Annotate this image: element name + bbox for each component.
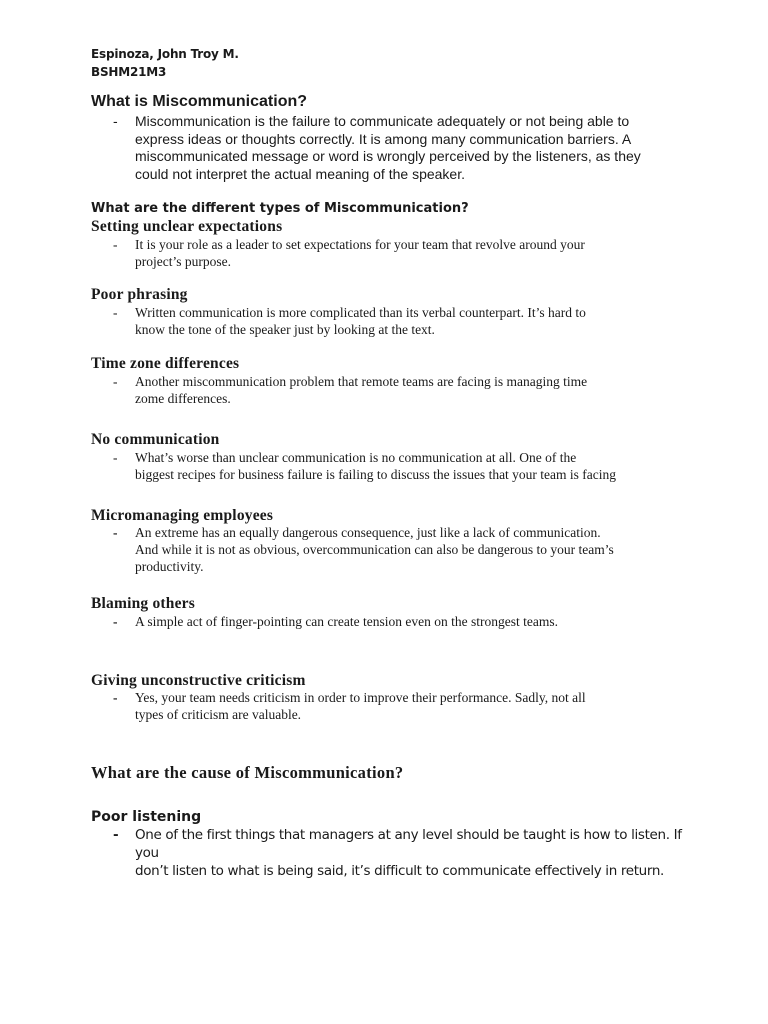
class-section: BSHM21M3 [91, 65, 167, 79]
bullet-line: don’t listen to what is being said, it’s difficult to communicate effectively in return. [135, 862, 664, 879]
type-heading-micromanaging: Micromanaging employees [91, 507, 274, 524]
bullet-line: Written communication is more complicated than its verbal counterpart. It’s hard to [135, 305, 586, 320]
type-bullet-micromanaging [113, 525, 673, 575]
page-title: What is Miscommunication? [91, 93, 308, 110]
bullet-dash: - [113, 113, 118, 129]
type-heading-poor-phrasing: Poor phrasing [91, 286, 188, 303]
type-bullet-no-communication [113, 450, 673, 484]
bullet-line: It is your role as a leader to set expectations for your team that revolve around your [135, 237, 585, 252]
bullet-dash: - [113, 237, 118, 252]
type-heading-blaming-others: Blaming others [91, 595, 195, 612]
bullet-line: zome differences. [135, 390, 231, 406]
definition-line: could not interpret the actual meaning of the speaker. [135, 165, 465, 182]
definition-line: miscommunicated message or word is wrongly perceived by the listeners, as they [135, 148, 641, 165]
bullet-line: An extreme has an equally dangerous consequence, just like a lack of communication. [135, 525, 601, 540]
definition-bullet [113, 113, 673, 183]
type-heading-unclear-expectations: Setting unclear expectations [91, 218, 283, 235]
type-bullet-blaming-others [113, 614, 673, 631]
bullet-line: What’s worse than unclear communication is no communication at all. One of the [135, 450, 577, 465]
bullet-dash: - [113, 827, 119, 843]
cause-heading-poor-listening: Poor listening [91, 809, 202, 825]
definition-line: express ideas or thoughts correctly. It is among many communication barriers. A [135, 130, 632, 147]
bullet-dash: - [113, 525, 118, 540]
bullet-line: types of criticism are valuable. [135, 706, 302, 722]
bullet-line: project’s purpose. [135, 253, 231, 269]
bullet-line: And while it is not as obvious, overcommunication can also be dangerous to your team’s [135, 541, 614, 557]
bullet-dash: - [113, 450, 118, 465]
bullet-dash: - [113, 374, 118, 389]
bullet-dash: - [113, 690, 118, 705]
bullet-line: A simple act of finger-pointing can create tension even on the strongest teams. [135, 614, 558, 629]
type-bullet-time-zone [113, 374, 673, 408]
bullet-line: productivity. [135, 558, 204, 574]
bullet-line: know the tone of the speaker just by looking at the text. [135, 321, 435, 337]
cause-bullet-poor-listening [113, 827, 693, 880]
bullet-dash: - [113, 614, 118, 629]
bullet-line: One of the first things that managers at any level should be taught is how to listen. If you [135, 827, 682, 861]
type-bullet-unconstructive-criticism [113, 690, 673, 724]
type-bullet-unclear-expectations [113, 237, 673, 271]
type-heading-unconstructive-criticism: Giving unconstructive criticism [91, 672, 306, 689]
causes-heading: What are the cause of Miscommunication? [91, 763, 404, 782]
type-heading-no-communication: No communication [91, 431, 220, 448]
bullet-line: Yes, your team needs criticism in order to improve their performance. Sadly, not all [135, 690, 586, 705]
bullet-dash: - [113, 305, 118, 320]
bullet-line: biggest recipes for business failure is failing to discuss the issues that your team is facing [135, 466, 617, 482]
definition-text [135, 113, 673, 183]
bullet-line: Another miscommunication problem that remote teams are facing is managing time [135, 374, 588, 389]
types-heading: What are the different types of Miscommunication? [91, 201, 469, 216]
definition-line: Miscommunication is the failure to communicate adequately or not being able to [135, 113, 630, 129]
type-heading-time-zone: Time zone differences [91, 355, 240, 372]
type-bullet-poor-phrasing [113, 305, 673, 339]
author-name: Espinoza, John Troy M. [91, 47, 239, 61]
